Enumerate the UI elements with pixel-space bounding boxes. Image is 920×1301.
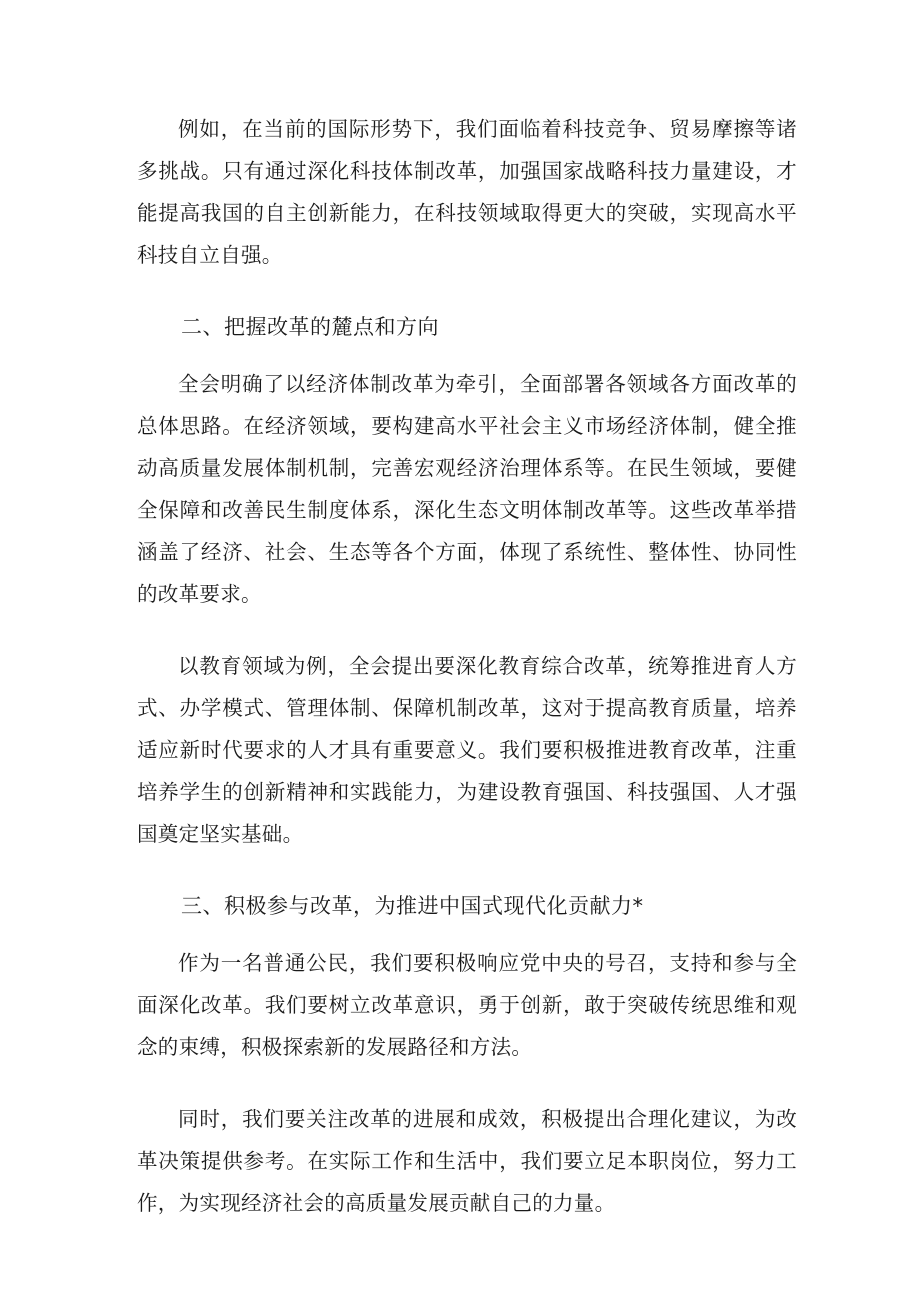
document-page [137, 100, 797, 1224]
body-paragraph: 例如，在当前的国际形势下，我们面临着科技竞争、贸易摩擦等诸多挑战。只有通过深化科技体制改革，加强国家战略科技力量建设，才能提高我国的自主创新能力，在科技领域取得更大的突破，实现高水平科技自立自强。 [137, 117, 797, 267]
section-heading: 三、积极参与改革，为推进中国式现代化贡献力* [181, 894, 644, 918]
body-paragraph: 同时，我们要关注改革的进展和成效，积极提出合理化建议，为改革决策提供参考。在实际工作和生活中，我们要立足本职岗位，努力工作，为实现经济社会的高质量发展贡献自己的力量。 [137, 1107, 797, 1215]
section-heading: 二、把握改革的麓点和方向 [181, 315, 439, 339]
body-paragraph: 全会明确了以经济体制改革为牵引，全面部署各领域各方面改革的总体思路。在经济领域，要构建高水平社会主义市场经济体制，健全推动高质量发展体制机制，完善宏观经济治理体系等。在民生领域，要健全保障和改善民生制度体系，深化生态文明体制改革等。这些改革举措涵盖了经济、社会、生态等各个方面，体现了系统性、整体性、协同性的改革要求。 [137, 372, 797, 606]
body-paragraph: 作为一名普通公民，我们要积极响应党中央的号召，支持和参与全面深化改革。我们要树立改革意识，勇于创新，敢于突破传统思维和观念的束缚，积极探索新的发展路径和方法。 [137, 951, 797, 1059]
body-paragraph: 以教育领域为例，全会提出要深化教育综合改革，统筹推进育人方式、办学模式、管理体制、保障机制改革，这对于提高教育质量，培养适应新时代要求的人才具有重要意义。我们要积极推进教育改革，注重培养学生的创新精神和实践能力，为建设教育强国、科技强国、人才强国奠定坚实基础。 [137, 654, 797, 846]
